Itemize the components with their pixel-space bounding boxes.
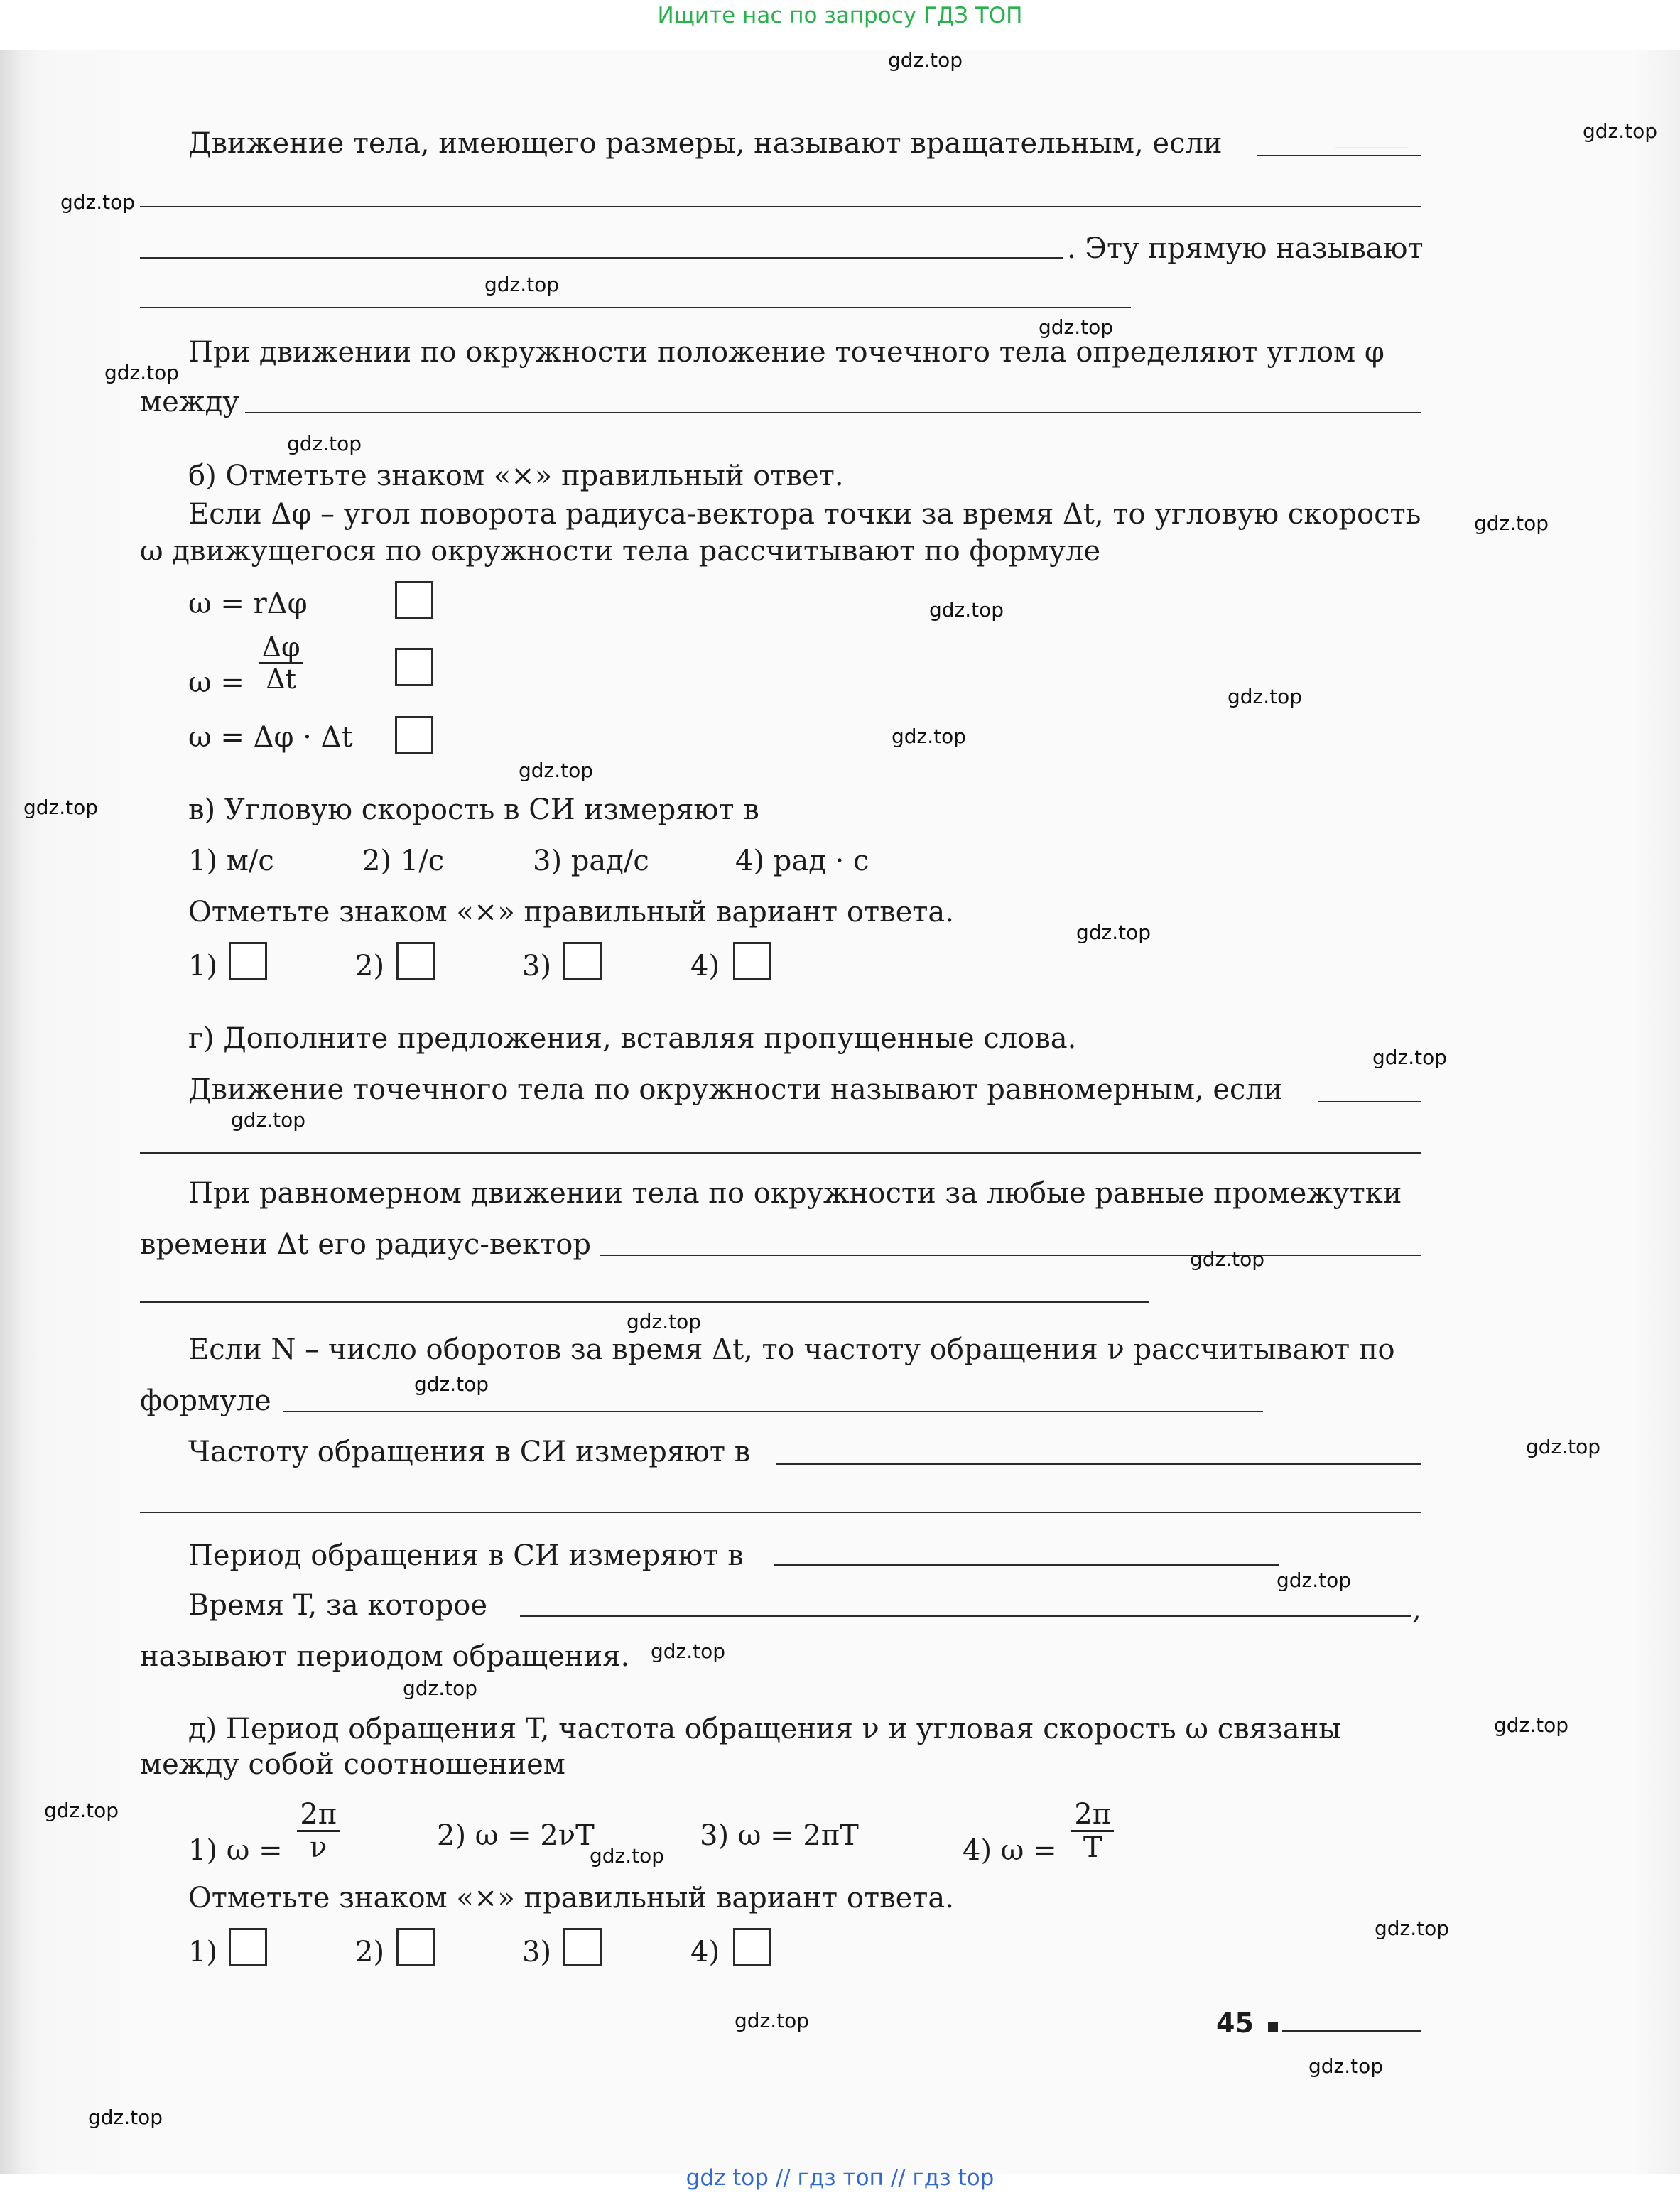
checkbox-relation-4[interactable] bbox=[733, 1928, 771, 1966]
answer-line[interactable] bbox=[140, 1512, 1421, 1513]
relation-option-4: 4) ω = $\frac{2\pi}{T}$ bbox=[963, 1800, 1114, 1862]
uniform-motion-text: Движение точечного тела по окружности называют равномерным, если bbox=[188, 1073, 1283, 1106]
footer-links[interactable]: gdz top // гдз топ // гдз top bbox=[685, 2165, 995, 2191]
watermark-link[interactable]: gdz.top bbox=[88, 2106, 163, 2129]
watermark-link[interactable]: gdz.top bbox=[590, 1844, 665, 1868]
period-unit-text: Период обращения в СИ измеряют в bbox=[188, 1539, 744, 1572]
formula-option-1: ω = rΔφ bbox=[188, 587, 308, 620]
answer-line[interactable] bbox=[140, 1152, 1421, 1154]
radius-vector-text: времени Δt его радиус-вектор bbox=[140, 1228, 591, 1261]
formula-option-3: ω = Δφ · Δt bbox=[188, 721, 353, 754]
watermark-link[interactable]: gdz.top bbox=[1526, 1435, 1601, 1458]
page-marker-square bbox=[1268, 2022, 1278, 2032]
section-b-text: Если Δφ – угол поворота радиуса-вектора точки за время Δt, то угловую скорость bbox=[188, 498, 1421, 531]
bleed-through-text: ______ bbox=[1335, 121, 1408, 149]
checkbox-answer-2[interactable] bbox=[396, 942, 435, 980]
answer-line[interactable] bbox=[774, 1564, 1279, 1566]
between-text: между bbox=[140, 386, 239, 418]
fraction-numerator: Δφ bbox=[259, 634, 303, 664]
fraction-numerator: 2π bbox=[1071, 1800, 1114, 1832]
watermark-link[interactable]: gdz.top bbox=[403, 1676, 478, 1700]
watermark-link[interactable]: gdz.top bbox=[1474, 511, 1549, 535]
answer-line[interactable] bbox=[776, 1463, 1421, 1465]
checkbox-formula-2[interactable] bbox=[395, 648, 433, 686]
comma-text: , bbox=[1412, 1593, 1421, 1626]
checkbox-answer-4[interactable] bbox=[733, 942, 771, 980]
box-label-2: 2) bbox=[355, 1936, 385, 1968]
watermark-link[interactable]: gdz.top bbox=[1583, 119, 1658, 143]
watermark-link[interactable]: gdz.top bbox=[1039, 315, 1114, 339]
formula-option-2: ω = $\frac{\Delta\varphi}{\Delta t}$ bbox=[188, 634, 303, 693]
watermark-link[interactable]: gdz.top bbox=[627, 1310, 702, 1333]
formula-label-text: формуле bbox=[140, 1385, 271, 1417]
checkbox-relation-1[interactable] bbox=[229, 1928, 267, 1966]
unit-choice-1: 1) м/с bbox=[188, 845, 274, 877]
fraction-denominator: T bbox=[1083, 1831, 1102, 1864]
fraction-denominator: ν bbox=[310, 1831, 327, 1864]
section-b-text: ω движущегося по окружности тела рассчитывают по формуле bbox=[140, 535, 1101, 568]
relation-option-2: 2) ω = 2νT bbox=[437, 1819, 595, 1852]
watermark-link[interactable]: gdz.top bbox=[1375, 1917, 1450, 1940]
section-b-title: б) Отметьте знаком «×» правильный ответ. bbox=[188, 460, 844, 492]
watermark-link[interactable]: gdz.top bbox=[60, 190, 136, 214]
watermark-link[interactable]: gdz.top bbox=[892, 725, 967, 748]
box-label-1: 1) bbox=[188, 950, 218, 982]
page-number: 45 bbox=[1216, 2008, 1254, 2039]
box-label-3: 3) bbox=[522, 950, 552, 982]
watermark-link[interactable]: gdz.top bbox=[414, 1372, 489, 1396]
box-label-1: 1) bbox=[188, 1936, 218, 1968]
watermark-link[interactable]: gdz.top bbox=[735, 2009, 810, 2032]
section-d-title: д) Период обращения T, частота обращения ν и угловая скорость ω связаны bbox=[188, 1713, 1342, 1745]
answer-line[interactable] bbox=[140, 257, 1063, 259]
top-banner[interactable]: Ищите нас по запросу ГДЗ ТОП bbox=[657, 3, 1023, 28]
watermark-link[interactable]: gdz.top bbox=[44, 1799, 119, 1822]
answer-line[interactable] bbox=[1257, 155, 1421, 156]
checkbox-formula-3[interactable] bbox=[395, 716, 433, 754]
section-g-title: г) Дополните предложения, вставляя пропущенные слова. bbox=[188, 1022, 1077, 1055]
watermark-link[interactable]: gdz.top bbox=[484, 273, 560, 296]
frequency-unit-text: Частоту обращения в СИ измеряют в bbox=[188, 1436, 751, 1468]
box-label-2: 2) bbox=[355, 950, 385, 982]
watermark-link[interactable]: gdz.top bbox=[1308, 2054, 1384, 2078]
answer-line[interactable] bbox=[520, 1615, 1411, 1617]
watermark-link[interactable]: gdz.top bbox=[1372, 1046, 1448, 1069]
watermark-link[interactable]: gdz.top bbox=[519, 759, 594, 782]
time-T-text: Время T, за которое bbox=[188, 1589, 487, 1622]
watermark-link[interactable]: gdz.top bbox=[23, 796, 99, 819]
answer-line[interactable] bbox=[245, 412, 1421, 413]
answer-line[interactable] bbox=[140, 307, 1131, 308]
checkbox-relation-2[interactable] bbox=[396, 1928, 435, 1966]
equal-intervals-text: При равномерном движении тела по окружности за любые равные промежутки bbox=[188, 1177, 1402, 1210]
watermark-link[interactable]: gdz.top bbox=[1494, 1713, 1569, 1737]
circle-position-text: При движении по окружности положение точечного тела определяют углом φ bbox=[188, 336, 1384, 369]
checkbox-relation-3[interactable] bbox=[563, 1928, 602, 1966]
box-label-4: 4) bbox=[690, 950, 720, 982]
section-d-title-cont: между собой соотношением bbox=[140, 1748, 565, 1781]
checkbox-formula-1[interactable] bbox=[395, 581, 433, 619]
checkbox-answer-1[interactable] bbox=[229, 942, 267, 980]
answer-line[interactable] bbox=[283, 1411, 1263, 1412]
watermark-link[interactable]: gdz.top bbox=[1190, 1247, 1265, 1271]
unit-choice-4: 4) рад · с bbox=[735, 845, 869, 877]
watermark-link[interactable]: gdz.top bbox=[231, 1108, 306, 1132]
watermark-link[interactable]: gdz.top bbox=[1076, 921, 1151, 944]
answer-line[interactable] bbox=[1318, 1101, 1421, 1102]
unit-choice-3: 3) рад/с bbox=[533, 845, 649, 877]
answer-line[interactable] bbox=[140, 206, 1421, 207]
unit-choice-2: 2) 1/с bbox=[362, 845, 445, 877]
watermark-link[interactable]: gdz.top bbox=[888, 48, 963, 72]
box-label-4: 4) bbox=[690, 1936, 720, 1968]
relation-option-1: 1) ω = $\frac{2\pi}{\nu}$ bbox=[188, 1800, 340, 1862]
watermark-link[interactable]: gdz.top bbox=[1228, 685, 1303, 708]
watermark-link[interactable]: gdz.top bbox=[651, 1640, 726, 1663]
section-v-instruction: Отметьте знаком «×» правильный вариант ответа. bbox=[188, 896, 954, 928]
watermark-link[interactable]: gdz.top bbox=[287, 432, 362, 455]
frequency-text: Если N – число оборотов за время Δt, то частоту обращения ν рассчитывают по bbox=[188, 1333, 1395, 1366]
watermark-link[interactable]: gdz.top bbox=[104, 361, 180, 384]
watermark-link[interactable]: gdz.top bbox=[1277, 1569, 1352, 1592]
answer-line[interactable] bbox=[600, 1255, 1421, 1256]
watermark-link[interactable]: gdz.top bbox=[929, 598, 1004, 622]
relation-option-3: 3) ω = 2πT bbox=[700, 1819, 859, 1852]
period-definition-text: называют периодом обращения. bbox=[140, 1640, 630, 1673]
checkbox-answer-3[interactable] bbox=[563, 942, 602, 980]
answer-line[interactable] bbox=[140, 1301, 1149, 1303]
page-number-rule bbox=[1282, 2030, 1421, 2032]
line-name-text: . Эту прямую называют bbox=[1067, 232, 1424, 265]
section-d-instruction: Отметьте знаком «×» правильный вариант ответа. bbox=[188, 1882, 954, 1914]
section-v-title: в) Угловую скорость в СИ измеряют в bbox=[188, 793, 759, 826]
fraction-denominator: Δt bbox=[266, 663, 296, 695]
rotation-definition-text: Движение тела, имеющего размеры, называют вращательным, если bbox=[188, 127, 1223, 160]
box-label-3: 3) bbox=[522, 1936, 552, 1968]
fraction-numerator: 2π bbox=[297, 1800, 340, 1832]
